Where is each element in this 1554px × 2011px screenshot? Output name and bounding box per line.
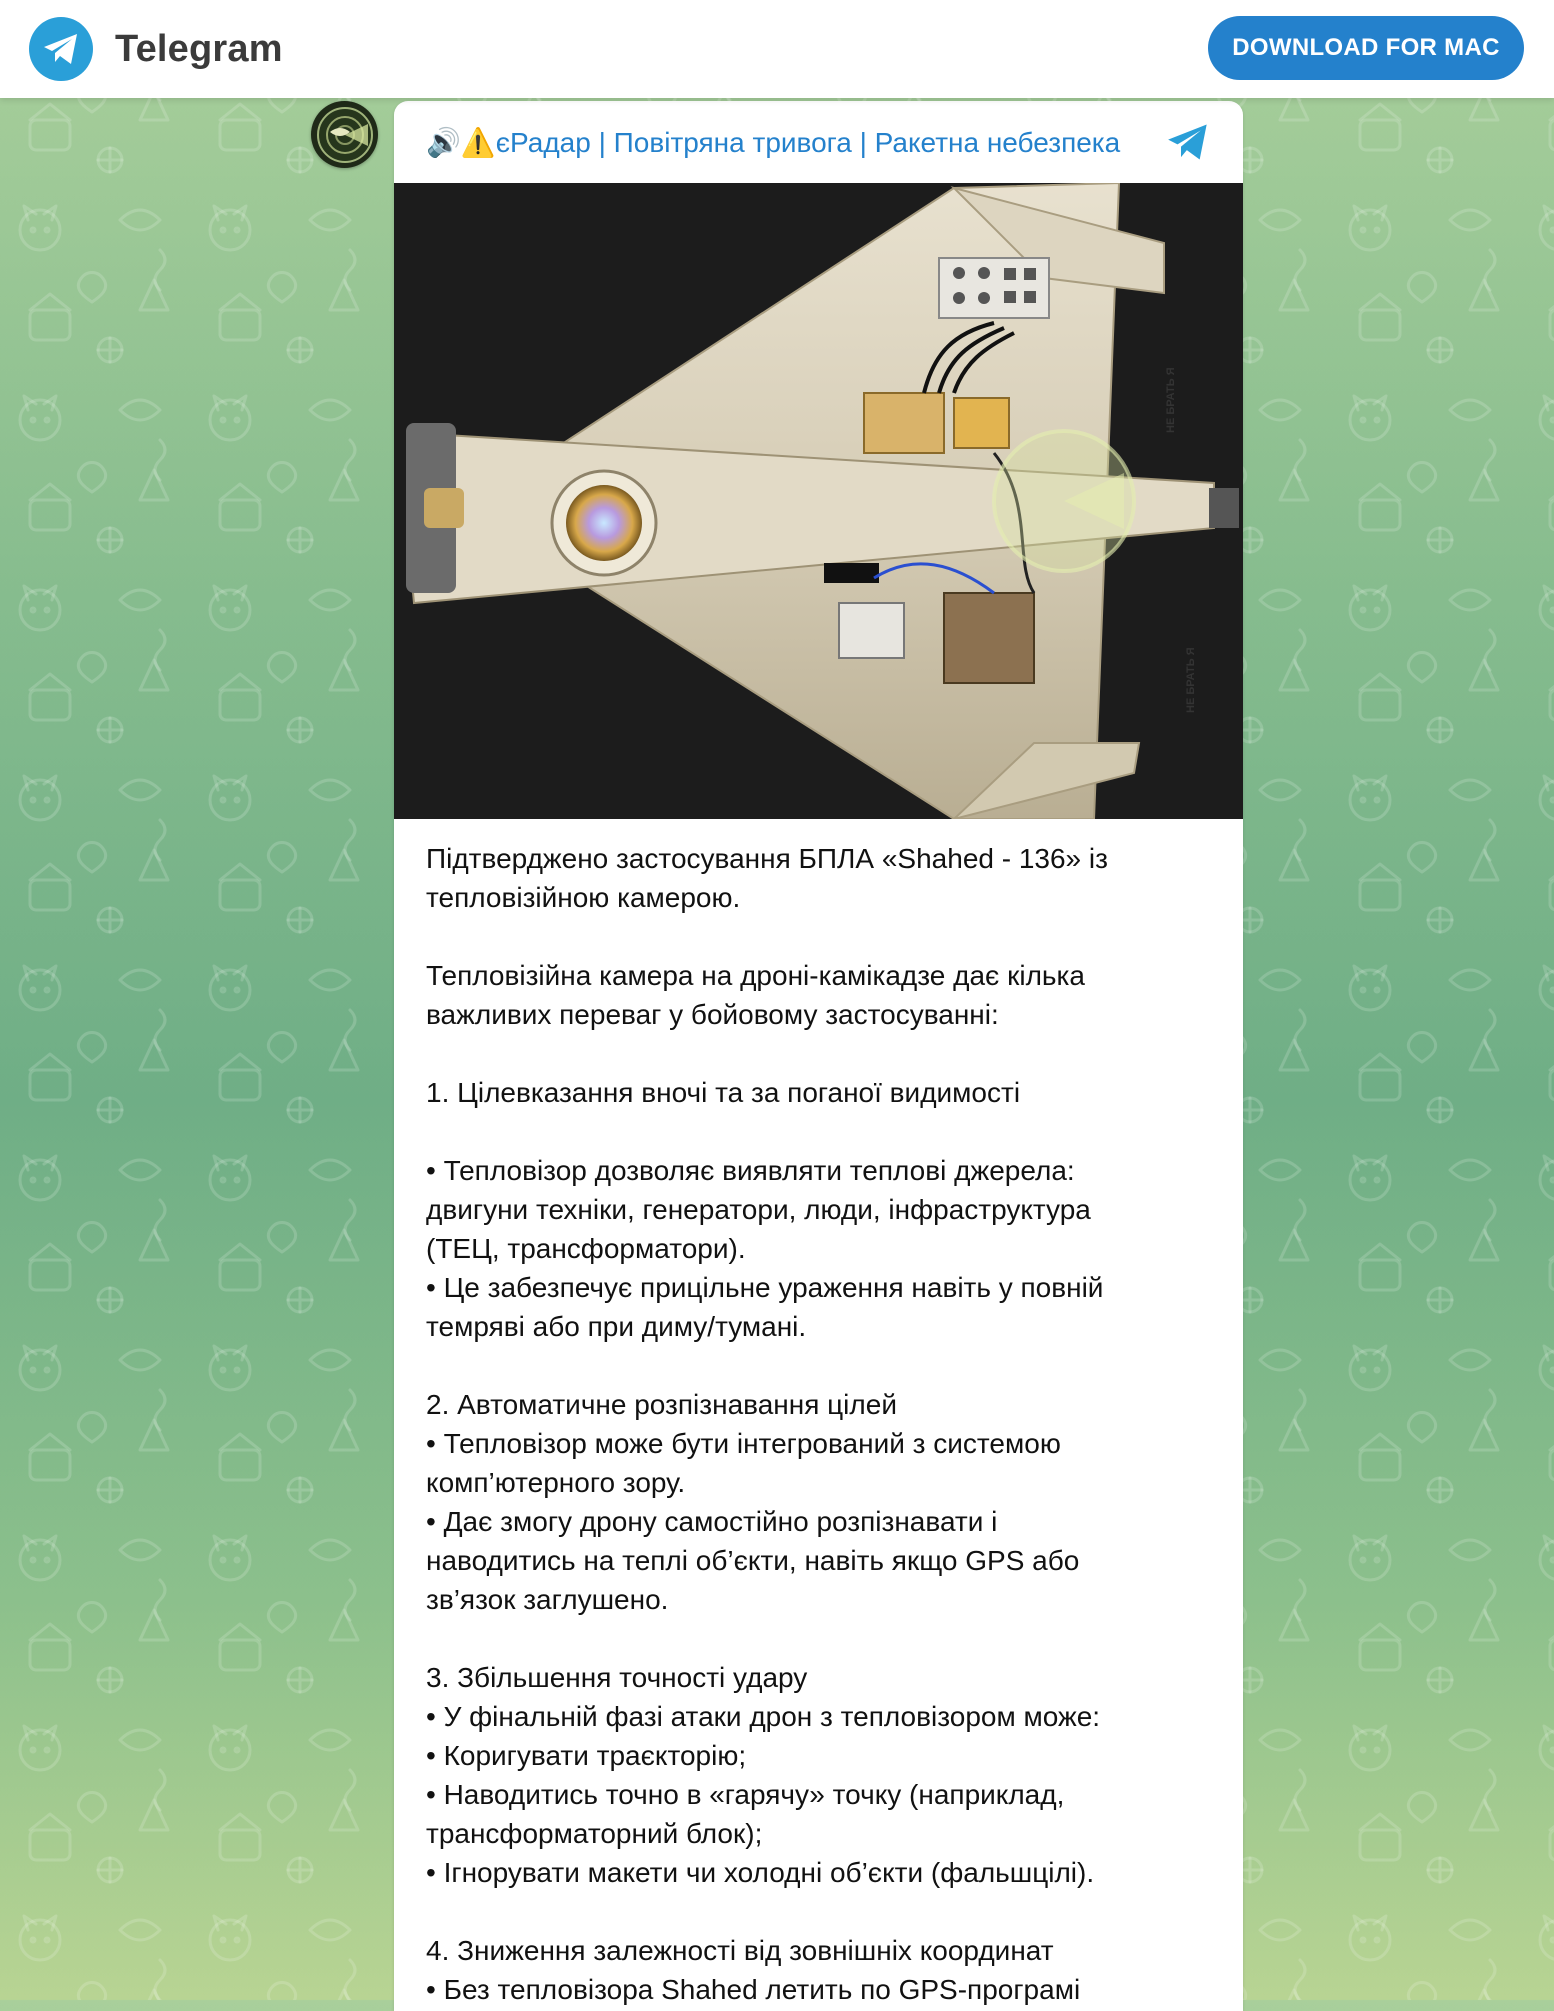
post-text-line: • Наводитись точно в «гарячу» точку (наприклад, bbox=[426, 1779, 1065, 1810]
wing-label: НЕ БРАТЬ Я bbox=[1185, 647, 1197, 713]
paragraph-gap bbox=[426, 1034, 1211, 1073]
post-text-line: • Тепловізор дозволяє виявляти теплові джерела: bbox=[426, 1155, 1075, 1186]
post-text-line: комп’ютерного зору. bbox=[426, 1467, 686, 1498]
post-text-line: • Ігнорувати макети чи холодні об’єкти (фальшцілі). bbox=[426, 1857, 1095, 1888]
post-text-line: наводитись на теплі об’єкти, навіть якщо GPS або bbox=[426, 1545, 1080, 1576]
post-text-line: • Дає змогу дрону самостійно розпізнавати і bbox=[426, 1506, 998, 1537]
post-text-line: зв’язок заглушено. bbox=[426, 1584, 669, 1615]
telegram-plane-icon[interactable] bbox=[1163, 121, 1213, 168]
channel-avatar[interactable] bbox=[311, 101, 378, 168]
post-card bbox=[394, 101, 1243, 2011]
post-header bbox=[394, 101, 1243, 183]
channel-name-link[interactable]: 🔊⚠️єРадар | Повітряна тривога | Ракетна небезпека bbox=[426, 126, 1121, 158]
post-photo[interactable] bbox=[394, 183, 1243, 819]
post-text-line: • Це забезпечує прицільне ураження навіть у повній bbox=[426, 1272, 1104, 1303]
post-text-line: 2. Автоматичне розпізнавання цілей bbox=[426, 1389, 897, 1420]
post-text-line: тепловізійною камерою. bbox=[426, 882, 741, 913]
paragraph-gap bbox=[426, 1346, 1211, 1385]
paragraph-gap bbox=[426, 917, 1211, 956]
post-text-line: 1. Цілевказання вночі та за поганої видимості bbox=[426, 1077, 1021, 1108]
post-text bbox=[394, 819, 1243, 2009]
wing-label: НЕ БРАТЬ Я bbox=[1165, 367, 1177, 433]
post-text-line: важливих переваг у бойовому застосуванні: bbox=[426, 999, 999, 1030]
telegram-plane-icon bbox=[29, 17, 93, 81]
paragraph-gap bbox=[426, 1892, 1211, 1931]
post-text-line: трансформаторний блок); bbox=[426, 1818, 763, 1849]
download-button[interactable]: DOWNLOAD FOR MAC bbox=[1208, 16, 1524, 80]
top-bar bbox=[0, 0, 1554, 98]
post-text-line: • Без тепловізора Shahed летить по GPS-програмі bbox=[426, 1974, 1081, 2005]
paragraph-gap bbox=[426, 1112, 1211, 1151]
brand-name: Telegram bbox=[115, 27, 283, 70]
post-text-line: темряві або при диму/тумані. bbox=[426, 1311, 807, 1342]
post-text-line: Підтверджено застосування БПЛА «Shahed - 136» із bbox=[426, 843, 1108, 874]
post-text-line: • У фінальній фазі атаки дрон з тепловізором може: bbox=[426, 1701, 1101, 1732]
paragraph-gap bbox=[426, 1619, 1211, 1658]
post-text-line: • Коригувати траєкторію; bbox=[426, 1740, 747, 1771]
post-text-line: 4. Зниження залежності від зовнішніх координат bbox=[426, 1935, 1054, 1966]
post-text-line: • Тепловізор може бути інтегрований з системою bbox=[426, 1428, 1061, 1459]
post-text-line: 3. Збільшення точності удару bbox=[426, 1662, 808, 1693]
brand[interactable] bbox=[29, 17, 283, 81]
post-text-line: двигуни техніки, генератори, люди, інфраструктура bbox=[426, 1194, 1091, 1225]
post-text-line: Тепловізійна камера на дроні-камікадзе дає кілька bbox=[426, 960, 1085, 991]
post-text-line: (ТЕЦ, трансформатори). bbox=[426, 1233, 746, 1264]
